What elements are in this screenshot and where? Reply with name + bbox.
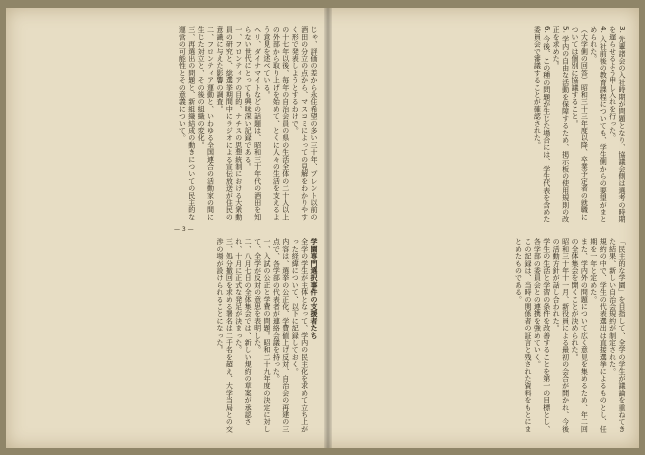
paragraph: 一、フロンティアの目的、ナチスの思想統制における大衆動員の研究と、総選挙期間中にラジオによる宣伝放送が住民の意識に与えた影響の調査。 bbox=[215, 26, 243, 221]
paragraph: 規約の中で、学生の代表選出は直接選挙によるものとし、任期を一年と定めた。 bbox=[589, 238, 608, 433]
book-gutter bbox=[324, 8, 332, 448]
paragraph: 二、八月七日の全体集会では、新しい規約の草案が承認され、十月に正式な発足が決まった。 bbox=[234, 238, 253, 426]
paragraph: 5. 学内の自由な活動を保障するため、掲示板の使用規則の改正を求めた。 bbox=[552, 26, 570, 223]
paragraph: 三、処分撤回を求める署名は二千名を超え、大学当局との交渉の場が設けられることになった。 bbox=[215, 238, 234, 433]
paragraph: 一、入試の公正と学費の問題。昭和二十九年度の決定に対して、全学が反対の意思を表明した。 bbox=[253, 238, 271, 433]
left-page-top-text bbox=[24, 26, 318, 224]
document-spread bbox=[6, 8, 639, 448]
paragraph: 二、フロンティア運動と、いわゆる全国連合の活動家の間に生じた対立と、その後の組織の変化。 bbox=[197, 26, 215, 221]
page-number: — 3 — bbox=[174, 226, 194, 233]
paragraph: 「民主的な学園」を目指して、全学の学生が議論を重ねてきた結果、新しい自治会規約が制定された。 bbox=[608, 238, 626, 433]
paragraph: 全学の学生が主体となって、学内の民主化を求めて立ち上がった経緯について、以下に記録しておく。 bbox=[291, 238, 309, 433]
paragraph: じゃ、評価の差から永住希望の多い三十年、プレント以前の酒田の分立の点から、マスコミによっての見解をわかりやすく形で発表しようとするわけで。 bbox=[291, 26, 318, 221]
right-page-top-text bbox=[344, 26, 626, 224]
left-bottom-columns bbox=[24, 238, 318, 436]
paragraph: 4. 入社前後の教育課程についても、学生側からの要望がまとめられた。 bbox=[589, 26, 608, 223]
paragraph: この記録は、当時の関係者の証言と残された資料をもとにまとめたものである。 bbox=[514, 238, 532, 433]
paragraph: 昭和三十年十一月、新役員による最初の会合が開かれ、今後の活動方針が話し合われた。 bbox=[552, 238, 570, 433]
paragraph: （大学側の回答）昭和三十三年度以降、卒業予定者の就職については個別に協議すること。 bbox=[570, 26, 589, 221]
right-top-columns bbox=[344, 26, 626, 224]
left-page-bottom-text bbox=[24, 238, 318, 436]
right-bottom-columns bbox=[344, 238, 626, 436]
section-heading: 学園専門選択事件の支援者たち bbox=[310, 238, 318, 339]
left-page bbox=[24, 26, 318, 436]
right-page-bottom-text bbox=[344, 238, 626, 436]
paragraph: 三、再選出の問題と、新組織結成の動きについての民主的な運営の可能性とその意義について。 bbox=[178, 26, 196, 221]
left-top-columns bbox=[24, 26, 318, 224]
paragraph: 内容は、選挙の公正化、学費値上げ反対、自治会の再建の三点で、各学部の代表者が連絡会議を持った。 bbox=[272, 238, 290, 433]
paragraph: 学生の生活と学習の条件を改善することを第一の目標とし、各学部の委員会との連携を強めていく。 bbox=[533, 238, 551, 433]
paragraph: 6. 今後、この種の問題が生じた場合には、学生代表を含めた委員会で審議することが確認された。 bbox=[533, 26, 551, 223]
paragraph: ヘリ、ダイナマイトなどの話題は、昭和三十年代の酒田を知らない世代にとっても興味深い記録である。 bbox=[244, 26, 262, 221]
paragraph: の十七年以後、毎年の自治会員の県の生活全体の二十人以上の外部から取り上げを始めて、とくに人々の生活を支えるよう意見を述べている。 bbox=[262, 26, 290, 221]
right-page bbox=[344, 26, 626, 436]
paragraph: また、学内外の問題について広く意見を集めるため、年二回の全体集会を開くことが決められた。 bbox=[570, 238, 589, 433]
paragraph: 3. 先輩諸会の入社時期が問題となり、協議会側は選考の時期を遅らせるよう申し入れを行った。 bbox=[608, 26, 626, 223]
